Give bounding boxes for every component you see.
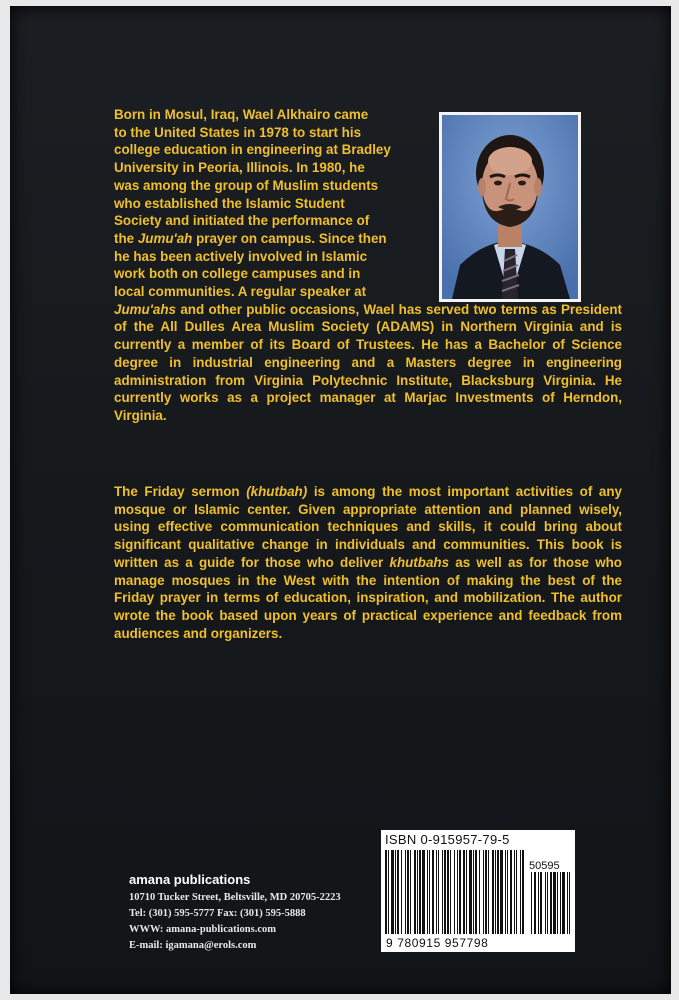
barcode-bar [429, 850, 430, 934]
bio-line: college education in engineering at Bradley [114, 142, 391, 158]
barcode-bar [495, 850, 496, 934]
barcode-bar [454, 850, 455, 934]
barcode-bar [557, 872, 558, 934]
barcode-bar [483, 850, 484, 934]
barcode-bar [531, 872, 532, 934]
barcode-bar [407, 850, 409, 934]
bio-line: was among the group of Muslim students [114, 177, 379, 193]
bio-line: who established the Islamic Student [114, 195, 345, 211]
barcode-bar [562, 872, 565, 934]
barcode-bar [522, 850, 524, 934]
bio-line: Born in Mosul, Iraq, Wael Alkhairo came [114, 107, 369, 122]
barcode-bar [569, 872, 570, 934]
barcode-bar [442, 850, 443, 934]
barcode-bar [538, 872, 539, 934]
barcode-bar [475, 850, 477, 934]
barcode-bar [510, 850, 512, 934]
bio-line: Society and initiated the performance of [114, 213, 370, 229]
barcode-bar [422, 850, 425, 934]
barcode-bar [473, 850, 474, 934]
bio-line: local communities. A regular speaker at [114, 284, 367, 300]
publisher-email: E-mail: igamana@erols.com [129, 940, 257, 951]
back-cover [10, 6, 671, 994]
bio-line: to the United States in 1978 to start his [114, 124, 362, 140]
publisher-phone-fax: Tel: (301) 595-5777 Fax: (301) 595-5888 [129, 908, 306, 919]
bio-wide-block [114, 301, 622, 425]
barcode-bar [457, 850, 458, 934]
barcode-bar [507, 850, 508, 934]
bio-narrow-block [114, 106, 419, 301]
publisher-name: amana publications [129, 872, 251, 887]
bio-italic-term: Jumu'ah [137, 230, 193, 246]
barcode-bar [432, 850, 434, 934]
blurb-italic-term: (khutbah) [246, 484, 308, 499]
publisher-address: 10710 Tucker Street, Beltsville, MD 20705-2223 [129, 892, 341, 903]
barcode-bar [479, 850, 480, 934]
bio-line: he has been actively involved in Islamic [114, 248, 368, 264]
barcode-bar [419, 850, 421, 934]
barcode-bar [417, 850, 418, 934]
blurb-text: The Friday sermon [114, 484, 247, 499]
book-description [114, 483, 622, 642]
barcode-bar [550, 872, 552, 934]
barcode-bar [567, 872, 568, 934]
barcode-bar [488, 850, 489, 934]
bio-line: University in Peoria, Illinois. In 1980, he [114, 160, 365, 176]
barcode-bar [444, 850, 446, 934]
barcode-bar [395, 850, 396, 934]
barcode-bar [447, 850, 449, 934]
barcode-bar [553, 872, 556, 934]
barcode-bar [492, 850, 494, 934]
barcode-bar [438, 850, 439, 934]
barcode-bar [427, 850, 428, 934]
barcode-label [381, 830, 575, 952]
barcode-bar [500, 850, 503, 934]
barcode-bar [514, 850, 515, 934]
barcode-bar [466, 850, 467, 934]
ean-digits: 9 780915 957798 [386, 936, 489, 950]
barcode-bar [391, 850, 394, 934]
barcode-bar [405, 850, 406, 934]
barcode-bar [414, 850, 416, 934]
barcode-bar [497, 850, 499, 934]
blurb-text: is among the most important activities of any mosque or Islamic center. Given appropriate attention and planned wisely, using effective communication techniques and skills, it could bring about significant qualitative change in individuals and communities. This book is written as a guide for those who deliver [114, 484, 622, 570]
barcode-bar [540, 872, 542, 934]
blurb-text: as well as for those who manage mosques in the West with the intention of making the best of the Friday prayer in terms of education, inspiration, and mobilization. The author wrote the book based upon years of practical experience and feedback from audiences and organizers. [114, 554, 622, 641]
barcode-bar [388, 850, 389, 934]
barcode-bar [410, 850, 411, 934]
bio-italic-term: Jumu'ahs [114, 301, 176, 317]
barcode-bar [385, 850, 387, 934]
author-photo [439, 112, 581, 302]
bio-line: prayer on campus. Since then [192, 230, 387, 246]
barcode-bar [485, 850, 487, 934]
barcode-bar [450, 850, 451, 934]
barcode-bar [505, 850, 506, 934]
barcode-bar [520, 850, 521, 934]
publisher-website: WWW: amana-publications.com [129, 924, 277, 935]
barcode-bar [463, 850, 465, 934]
portrait-illustration [442, 115, 578, 299]
bio-rest: and other public occasions, Wael has served two terms as President of the All Dulles Area Muslim Society (ADAMS) in Northern Virginia and is currently a member of its Board of Trustees. He has a Bachelor of Science degree in industrial engineering and a Masters degree in engineering administration from Virginia Polytechnic Institute, Blacksburg Virginia. He currently works as a project manager at Marjac Investments of Herndon, Virginia. [114, 301, 622, 423]
bio-line: the [114, 230, 138, 246]
barcode-bar [397, 850, 399, 934]
barcode-bar [534, 872, 536, 934]
barcode-bar [469, 850, 472, 934]
isbn-text: ISBN 0-915957-79-5 [385, 832, 510, 847]
barcode-bar [516, 850, 517, 934]
blurb-italic-term: khutbahs [389, 554, 450, 570]
publisher-contact [129, 890, 341, 954]
bio-line: work both on college campuses and in [114, 266, 361, 282]
barcode-bar [401, 850, 402, 934]
barcode-bar [436, 850, 437, 934]
barcode-bar [547, 872, 548, 934]
barcode-bar [560, 872, 561, 934]
barcode-bar [545, 872, 546, 934]
barcode-bar [459, 850, 461, 934]
price-code: 50595 [529, 860, 560, 872]
